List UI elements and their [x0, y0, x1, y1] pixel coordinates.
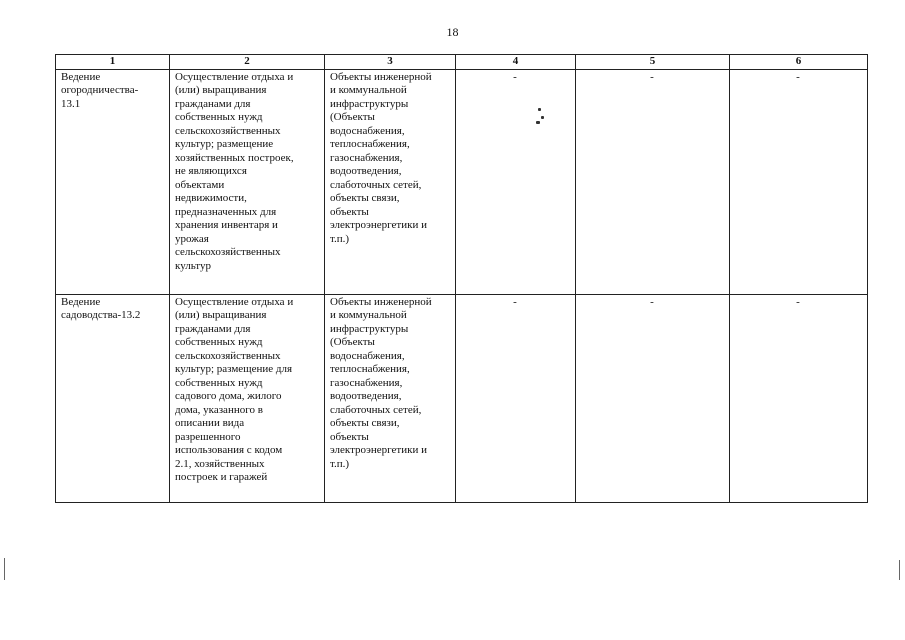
zoning-table — [55, 54, 868, 503]
column-header-1: 1 — [56, 55, 170, 70]
table-row — [56, 69, 868, 294]
use-description-cell: Осуществление отдыха и (или) выращивания гражданами для собственных нужд сельскохозяйственных культур; размещение для собственных нужд садового дома, жилого дома, указанного в описании вида разрешенного использования с кодом 2.1, хозяйственных построек и гаражей — [170, 294, 325, 502]
column-4-cell: - — [456, 294, 576, 502]
column-4-cell: - — [456, 69, 576, 294]
scan-speck — [541, 116, 544, 119]
column-header-5: 5 — [576, 55, 730, 70]
column-header-2: 2 — [170, 55, 325, 70]
use-type-name-cell: Ведение садоводства-13.2 — [56, 294, 170, 502]
column-header-6: 6 — [730, 55, 868, 70]
column-5-cell: - — [576, 69, 730, 294]
scan-edge-mark — [4, 558, 5, 580]
use-type-name-cell: Ведение огородничества- 13.1 — [56, 69, 170, 294]
scan-edge-mark — [899, 560, 900, 580]
use-description-cell: Осуществление отдыха и (или) выращивания гражданами для собственных нужд сельскохозяйственных культур; размещение хозяйственных построек, не являющихся объектами недвижимости, предназначенных для хранения инвентаря и урожая сельскохозяйственных культур — [170, 69, 325, 294]
table-row — [56, 294, 868, 502]
column-header-3: 3 — [325, 55, 456, 70]
column-5-cell: - — [576, 294, 730, 502]
column-6-cell: - — [730, 69, 868, 294]
column-6-cell: - — [730, 294, 868, 502]
page-number: 18 — [446, 25, 459, 39]
auxiliary-use-cell: Объекты инженерной и коммунальной инфраструктуры (Объекты водоснабжения, теплоснабжения, газоснабжения, водоотведения, слаботочных сетей, объекты связи, объекты электроэнергетики и т.п.) — [325, 69, 456, 294]
scan-speck — [538, 108, 541, 111]
column-header-4: 4 — [456, 55, 576, 70]
scan-speck — [536, 121, 540, 124]
table-header-row — [56, 55, 868, 70]
auxiliary-use-cell: Объекты инженерной и коммунальной инфраструктуры (Объекты водоснабжения, теплоснабжения, газоснабжения, водоотведения, слаботочных сетей, объекты связи, объекты электроэнергетики и т.п.) — [325, 294, 456, 502]
